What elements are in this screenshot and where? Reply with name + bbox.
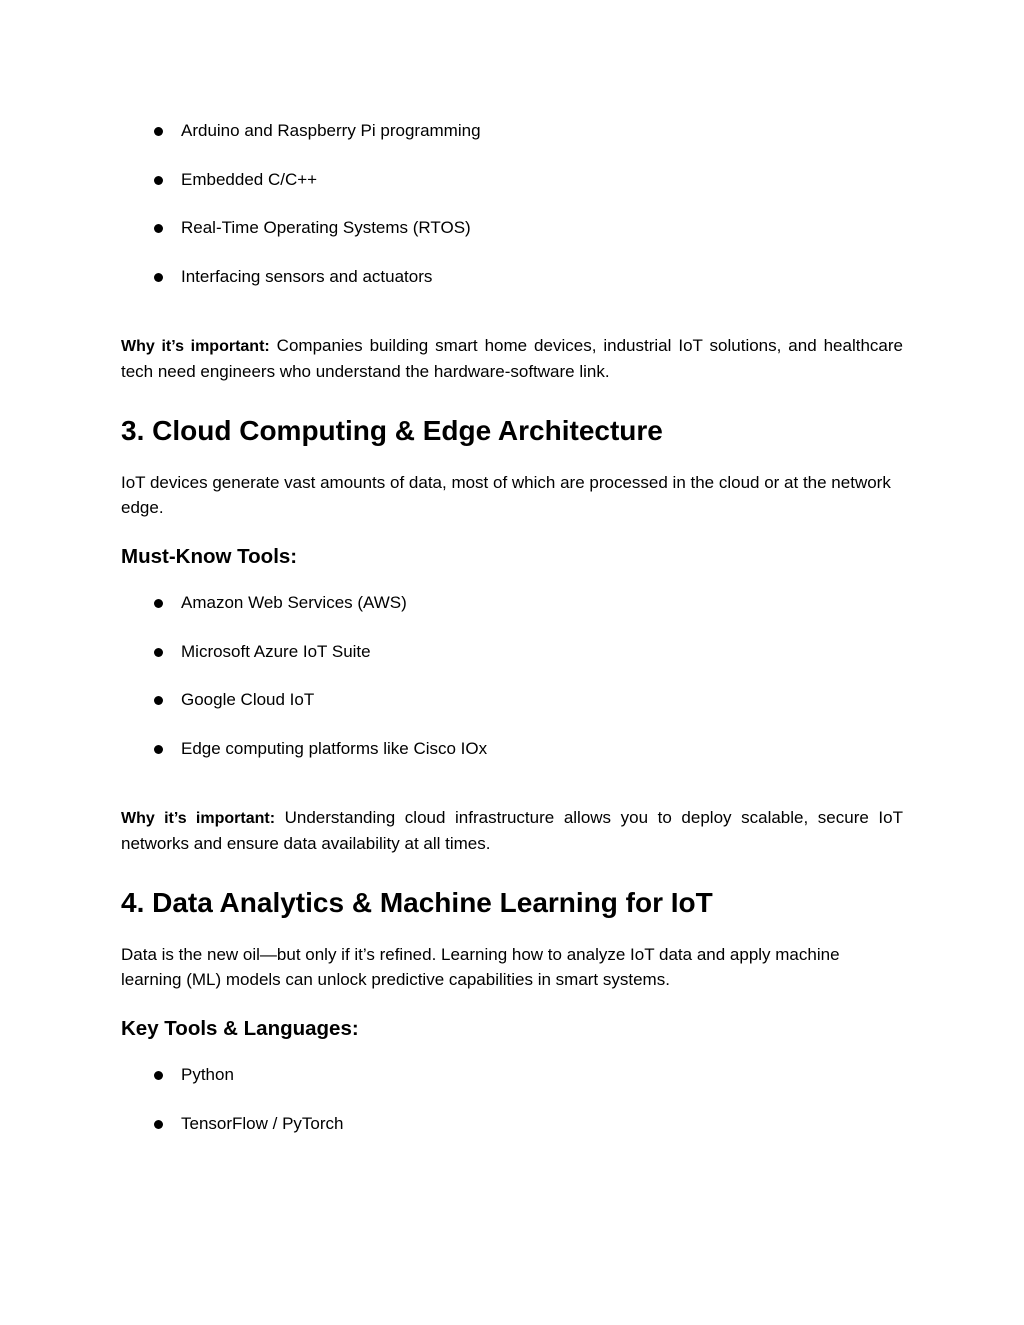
bullet-icon [154,648,163,657]
why-important-label: Why it’s important: [121,338,270,355]
list-item [121,739,903,759]
bullet-icon [154,1071,163,1080]
list-item-text: Edge computing platforms like Cisco IOx [181,738,488,758]
section-3-intro-block [121,471,903,520]
bullet-icon [154,1120,163,1129]
bullet-icon [154,224,163,233]
section-4-intro-block [121,943,903,992]
bullet-icon [154,599,163,608]
list-item [121,1065,903,1085]
list-item [121,170,903,190]
section-3-intro: IoT devices generate vast amounts of data, most of which are processed in the cloud or at the network edge. [121,473,891,517]
section-3-subheading: Must-Know Tools: [121,545,298,568]
why-important-paragraph-1 [121,334,903,384]
section-4-subheading-block [121,1016,903,1042]
cloud-tools-list [121,593,903,759]
list-item-text: Embedded C/C++ [181,169,318,189]
why-important-paragraph-2 [121,806,903,856]
list-item-text: Real-Time Operating Systems (RTOS) [181,218,471,237]
list-item [121,1114,903,1134]
list-item [121,218,903,238]
section-4-intro: Data is the new oil—but only if it’s refined. Learning how to analyze IoT data and apply machine learning (ML) models can unlock predictive capabilities in smart systems. [121,945,840,989]
why-important-text [121,806,903,856]
bullet-icon [154,127,163,136]
list-item-text: Microsoft Azure IoT Suite [181,641,371,661]
why-important-body: Companies building smart home devices, industrial IoT solutions, and healthcare tech need engineers who understand the hardware-software link. [121,336,903,381]
why-important-label: Why it’s important: [121,810,276,827]
section-3-subheading-block [121,544,903,570]
bullet-icon [154,273,163,282]
bullet-icon [154,696,163,705]
hardware-skills-list [121,121,903,287]
list-item [121,121,903,141]
why-important-body: Understanding cloud infrastructure allows you to deploy scalable, secure IoT networks and ensure data availability at all times. [121,808,903,853]
ml-tools-list [121,1065,903,1134]
list-item-text: Google Cloud IoT [181,690,315,709]
list-item-text: Amazon Web Services (AWS) [181,593,407,612]
list-item [121,593,903,613]
list-item [121,642,903,662]
section-3-heading: 3. Cloud Computing & Edge Architecture [121,415,663,446]
cloud-tools-list-block [121,593,903,759]
list-item-text: Python [181,1065,234,1084]
list-item [121,690,903,710]
bullet-icon [154,176,163,185]
section-4-heading-block [121,886,903,920]
section-4-heading: 4. Data Analytics & Machine Learning for IoT [121,887,713,918]
hardware-skills-list-block [121,121,903,287]
section-4-subheading: Key Tools & Languages: [121,1017,359,1040]
list-item-text: Arduino and Raspberry Pi programming [181,121,481,140]
ml-tools-list-block [121,1065,903,1134]
section-3-heading-block [121,414,903,448]
list-item-text: Interfacing sensors and actuators [181,266,433,286]
why-important-text [121,334,903,384]
list-item-text: TensorFlow / PyTorch [181,1113,344,1133]
list-item [121,267,903,287]
bullet-icon [154,745,163,754]
